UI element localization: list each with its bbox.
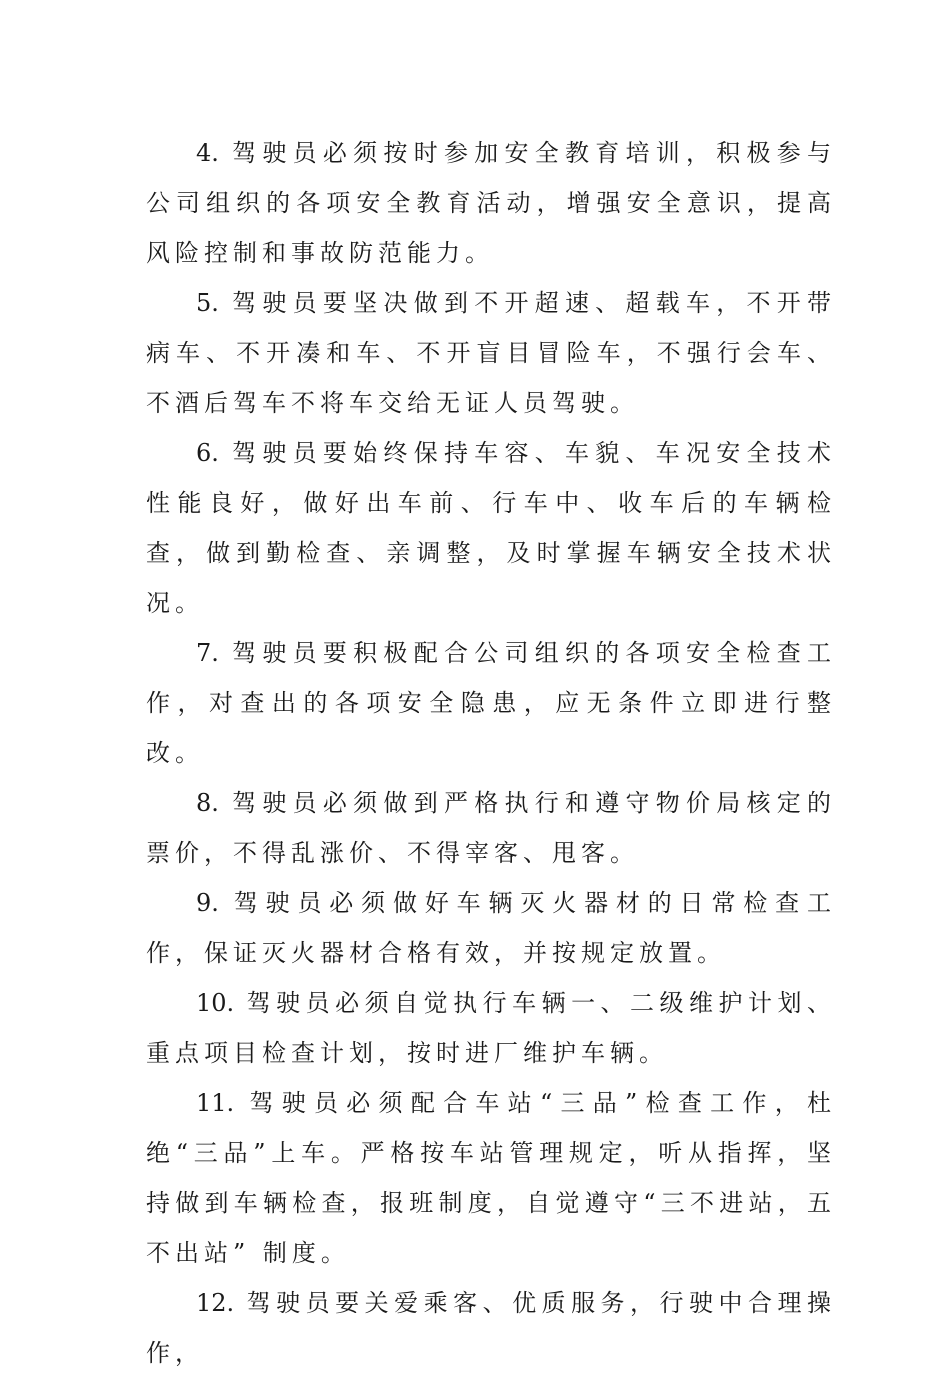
paragraph-8 bbox=[146, 778, 836, 878]
paragraph-7 bbox=[146, 628, 836, 778]
paragraph-text: 驾驶员要始终保持车容、车貌、车况安全技术性能良好，做好出车前、行车中、收车后的车辆检查，做到勤检查、亲调整，及时掌握车辆安全技术状况。 bbox=[146, 439, 836, 617]
paragraph-text: 驾驶员要积极配合公司组织的各项安全检查工作，对查出的各项安全隐患，应无条件立即进行整改。 bbox=[146, 639, 836, 767]
paragraph-number: 5. bbox=[196, 289, 219, 317]
paragraph-4 bbox=[146, 128, 836, 278]
document-body bbox=[146, 128, 836, 1378]
paragraph-5 bbox=[146, 278, 836, 428]
paragraph-12 bbox=[146, 1278, 836, 1378]
paragraph-number: 8. bbox=[196, 789, 219, 817]
paragraph-number: 7. bbox=[196, 639, 219, 667]
paragraph-text: 驾驶员要坚决做到不开超速、超载车，不开带病车、不开凑和车、不开盲目冒险车，不强行会车、不酒后驾车不将车交给无证人员驾驶。 bbox=[146, 289, 836, 417]
paragraph-number: 10. bbox=[196, 989, 235, 1017]
paragraph-text: 驾驶员必须按时参加安全教育培训，积极参与公司组织的各项安全教育活动，增强安全意识，提高风险控制和事故防范能力。 bbox=[146, 139, 836, 267]
paragraph-number: 6. bbox=[196, 439, 219, 467]
paragraph-number: 9. bbox=[196, 889, 219, 917]
paragraph-9 bbox=[146, 878, 836, 978]
paragraph-11 bbox=[146, 1078, 836, 1278]
paragraph-number: 4. bbox=[196, 139, 219, 167]
paragraph-text: 驾驶员必须配合车站“三品”检查工作，杜绝“三品”上车。严格按车站管理规定，听从指挥，坚持做到车辆检查，报班制度，自觉遵守“三不进站，五不出站” 制度。 bbox=[146, 1089, 836, 1267]
paragraph-10 bbox=[146, 978, 836, 1078]
paragraph-text: 驾驶员必须自觉执行车辆一、二级维护计划、重点项目检查计划，按时进厂维护车辆。 bbox=[146, 989, 836, 1067]
paragraph-text: 驾驶员必须做好车辆灭火器材的日常检查工作，保证灭火器材合格有效，并按规定放置。 bbox=[146, 889, 836, 967]
paragraph-6 bbox=[146, 428, 836, 628]
paragraph-number: 12. bbox=[196, 1289, 235, 1317]
paragraph-number: 11. bbox=[196, 1089, 235, 1117]
paragraph-text: 驾驶员要关爱乘客、优质服务，行驶中合理操作， bbox=[146, 1289, 836, 1367]
paragraph-text: 驾驶员必须做到严格执行和遵守物价局核定的票价，不得乱涨价、不得宰客、甩客。 bbox=[146, 789, 836, 867]
